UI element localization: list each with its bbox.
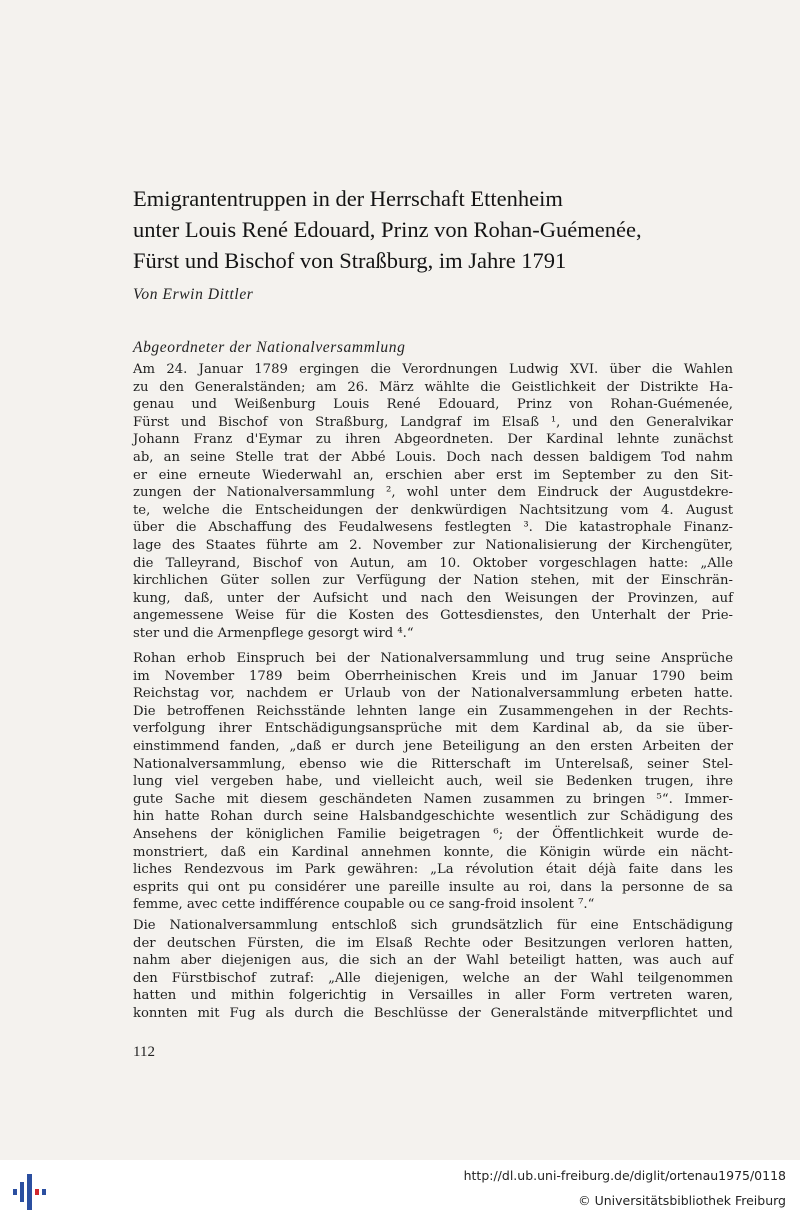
body-paragraph <box>133 917 733 1023</box>
text-line: Nationalversammlung, ebenso wie die Ritterschaft im Unterelsaß, seiner Stel- <box>133 756 733 772</box>
body-paragraph <box>133 361 733 643</box>
text-line: im November 1789 beim Oberrheinischen Kreis und im Januar 1790 beim <box>133 668 733 684</box>
title-line: Emigrantentruppen in der Herrschaft Ettenheim <box>133 186 563 211</box>
text-line: hin hatte Rohan durch seine Halsbandgeschichte wesentlich zur Schädigung des <box>133 809 733 825</box>
text-line: liches Rendezvous im Park gewähren: „La révolution était déjà faite dans les <box>133 862 733 878</box>
text-line: angemessene Weise für die Kosten des Gottesdienstes, den Unterhalt der Prie- <box>133 608 733 624</box>
text-line: genau und Weißenburg Louis René Edouard, Prinz von Rohan-Guémenée, <box>133 397 733 413</box>
text-line: kung, daß, unter der Aufsicht und nach den Weisungen der Provinzen, auf <box>133 590 733 606</box>
copyright-notice: © Universitätsbibliothek Freiburg <box>578 1193 786 1208</box>
text-line: verfolgung ihrer Entschädigungsansprüche mit dem Kardinal ab, da sie über- <box>133 721 733 737</box>
text-line: die Talleyrand, Bischof von Autun, am 10. Oktober vorgeschlagen hatte: „Alle <box>133 555 733 571</box>
text-line: ab, an seine Stelle trat der Abbé Louis. Doch nach dessen baldigem Tod nahm <box>133 449 733 465</box>
text-line: lage des Staates führte am 2. November zur Nationalisierung der Kirchengüter, <box>133 537 733 553</box>
text-line: nahm aber diejenigen aus, die sich an der Wahl beteiligt hatten, was auch auf <box>133 953 733 969</box>
body-paragraph <box>133 650 733 914</box>
text-line: konnten mit Fug als durch die Beschlüsse der Generalstände mitverpflichtet und <box>133 1005 733 1021</box>
text-line: hatten und mithin folgerichtig in Versailles in aller Form vertreten waren, <box>133 988 733 1004</box>
viewer-footer <box>0 1160 800 1220</box>
ub-freiburg-logo-icon <box>10 1172 50 1212</box>
text-line: der deutschen Fürsten, die im Elsaß Rechte oder Besitzungen verloren hatten, <box>133 935 733 951</box>
text-line: kirchlichen Güter sollen zur Verfügung der Nation stehen, mit der Einschrän- <box>133 573 733 589</box>
article-title <box>133 183 773 276</box>
text-line: Die betroffenen Reichsstände lehnten lange ein Zusammengehen in der Rechts- <box>133 703 733 719</box>
text-line: er eine erneute Wiederwahl an, erschien aber erst im September zu den Sit- <box>133 467 733 483</box>
page-number: 112 <box>133 1044 155 1060</box>
text-line: Rohan erhob Einspruch bei der Nationalversammlung und trug seine Ansprüche <box>133 651 733 666</box>
text-line: femme, avec cette indifférence coupable ou ce sang-froid insolent ⁷.“ <box>133 897 595 913</box>
text-line: Am 24. Januar 1789 ergingen die Verordnungen Ludwig XVI. über die Wahlen <box>133 362 733 377</box>
text-line: Ansehens der königlichen Familie beigetragen ⁶; der Öffentlichkeit wurde de- <box>133 826 733 842</box>
text-line: den Fürstbischof zutraf: „Alle diejenigen, welche an der Wahl teilgenommen <box>133 970 733 986</box>
text-line: zungen der Nationalversammlung ², wohl unter dem Eindruck der Augustdekre- <box>133 485 733 501</box>
text-line: Die Nationalversammlung entschloß sich grundsätzlich für eine Entschädigung <box>133 918 733 933</box>
text-line: über die Abschaffung des Feudalwesens festlegten ³. Die katastrophale Finanz- <box>133 520 733 536</box>
title-line: Fürst und Bischof von Straßburg, im Jahre 1791 <box>133 248 567 273</box>
text-line: lung viel vergeben habe, und vielleicht auch, weil sie Bedenken trugen, ihre <box>133 774 733 790</box>
text-line: esprits qui ont pu considérer une pareille insulte au roi, dans la personne de sa <box>133 879 733 895</box>
permalink-link[interactable]: http://dl.ub.uni-freiburg.de/diglit/ortenau1975/0118 <box>463 1168 786 1183</box>
text-line: gute Sache mit diesem geschändeten Namen zusammen zu bringen ⁵“. Immer- <box>133 791 733 807</box>
text-line: te, welche die Entscheidungen der denkwürdigen Nachtsitzung vom 4. August <box>133 502 733 518</box>
text-line: Johann Franz d'Eymar zu ihren Abgeordneten. Der Kardinal lehnte zunächst <box>133 432 733 448</box>
title-line: unter Louis René Edouard, Prinz von Rohan-Guémenée, <box>133 217 642 242</box>
text-line: ster und die Armenpflege gesorgt wird ⁴.“ <box>133 625 414 641</box>
text-line: Fürst und Bischof von Straßburg, Landgraf im Elsaß ¹, und den Generalvikar <box>133 414 733 430</box>
text-line: monstriert, daß ein Kardinal annehmen konnte, die Königin würde ein nächt- <box>133 844 733 860</box>
text-line: zu den Generalständen; am 26. März wählte die Geistlichkeit der Distrikte Ha- <box>133 379 733 395</box>
text-line: einstimmend fanden, „daß er durch jene Beteiligung an den ersten Arbeiten der <box>133 738 733 754</box>
section-heading: Abgeordneter der Nationalversammlung <box>133 339 406 356</box>
text-line: Reichstag vor, nachdem er Urlaub von der Nationalversammlung erbeten hatte. <box>133 686 733 702</box>
article-author: Von Erwin Dittler <box>133 286 254 303</box>
